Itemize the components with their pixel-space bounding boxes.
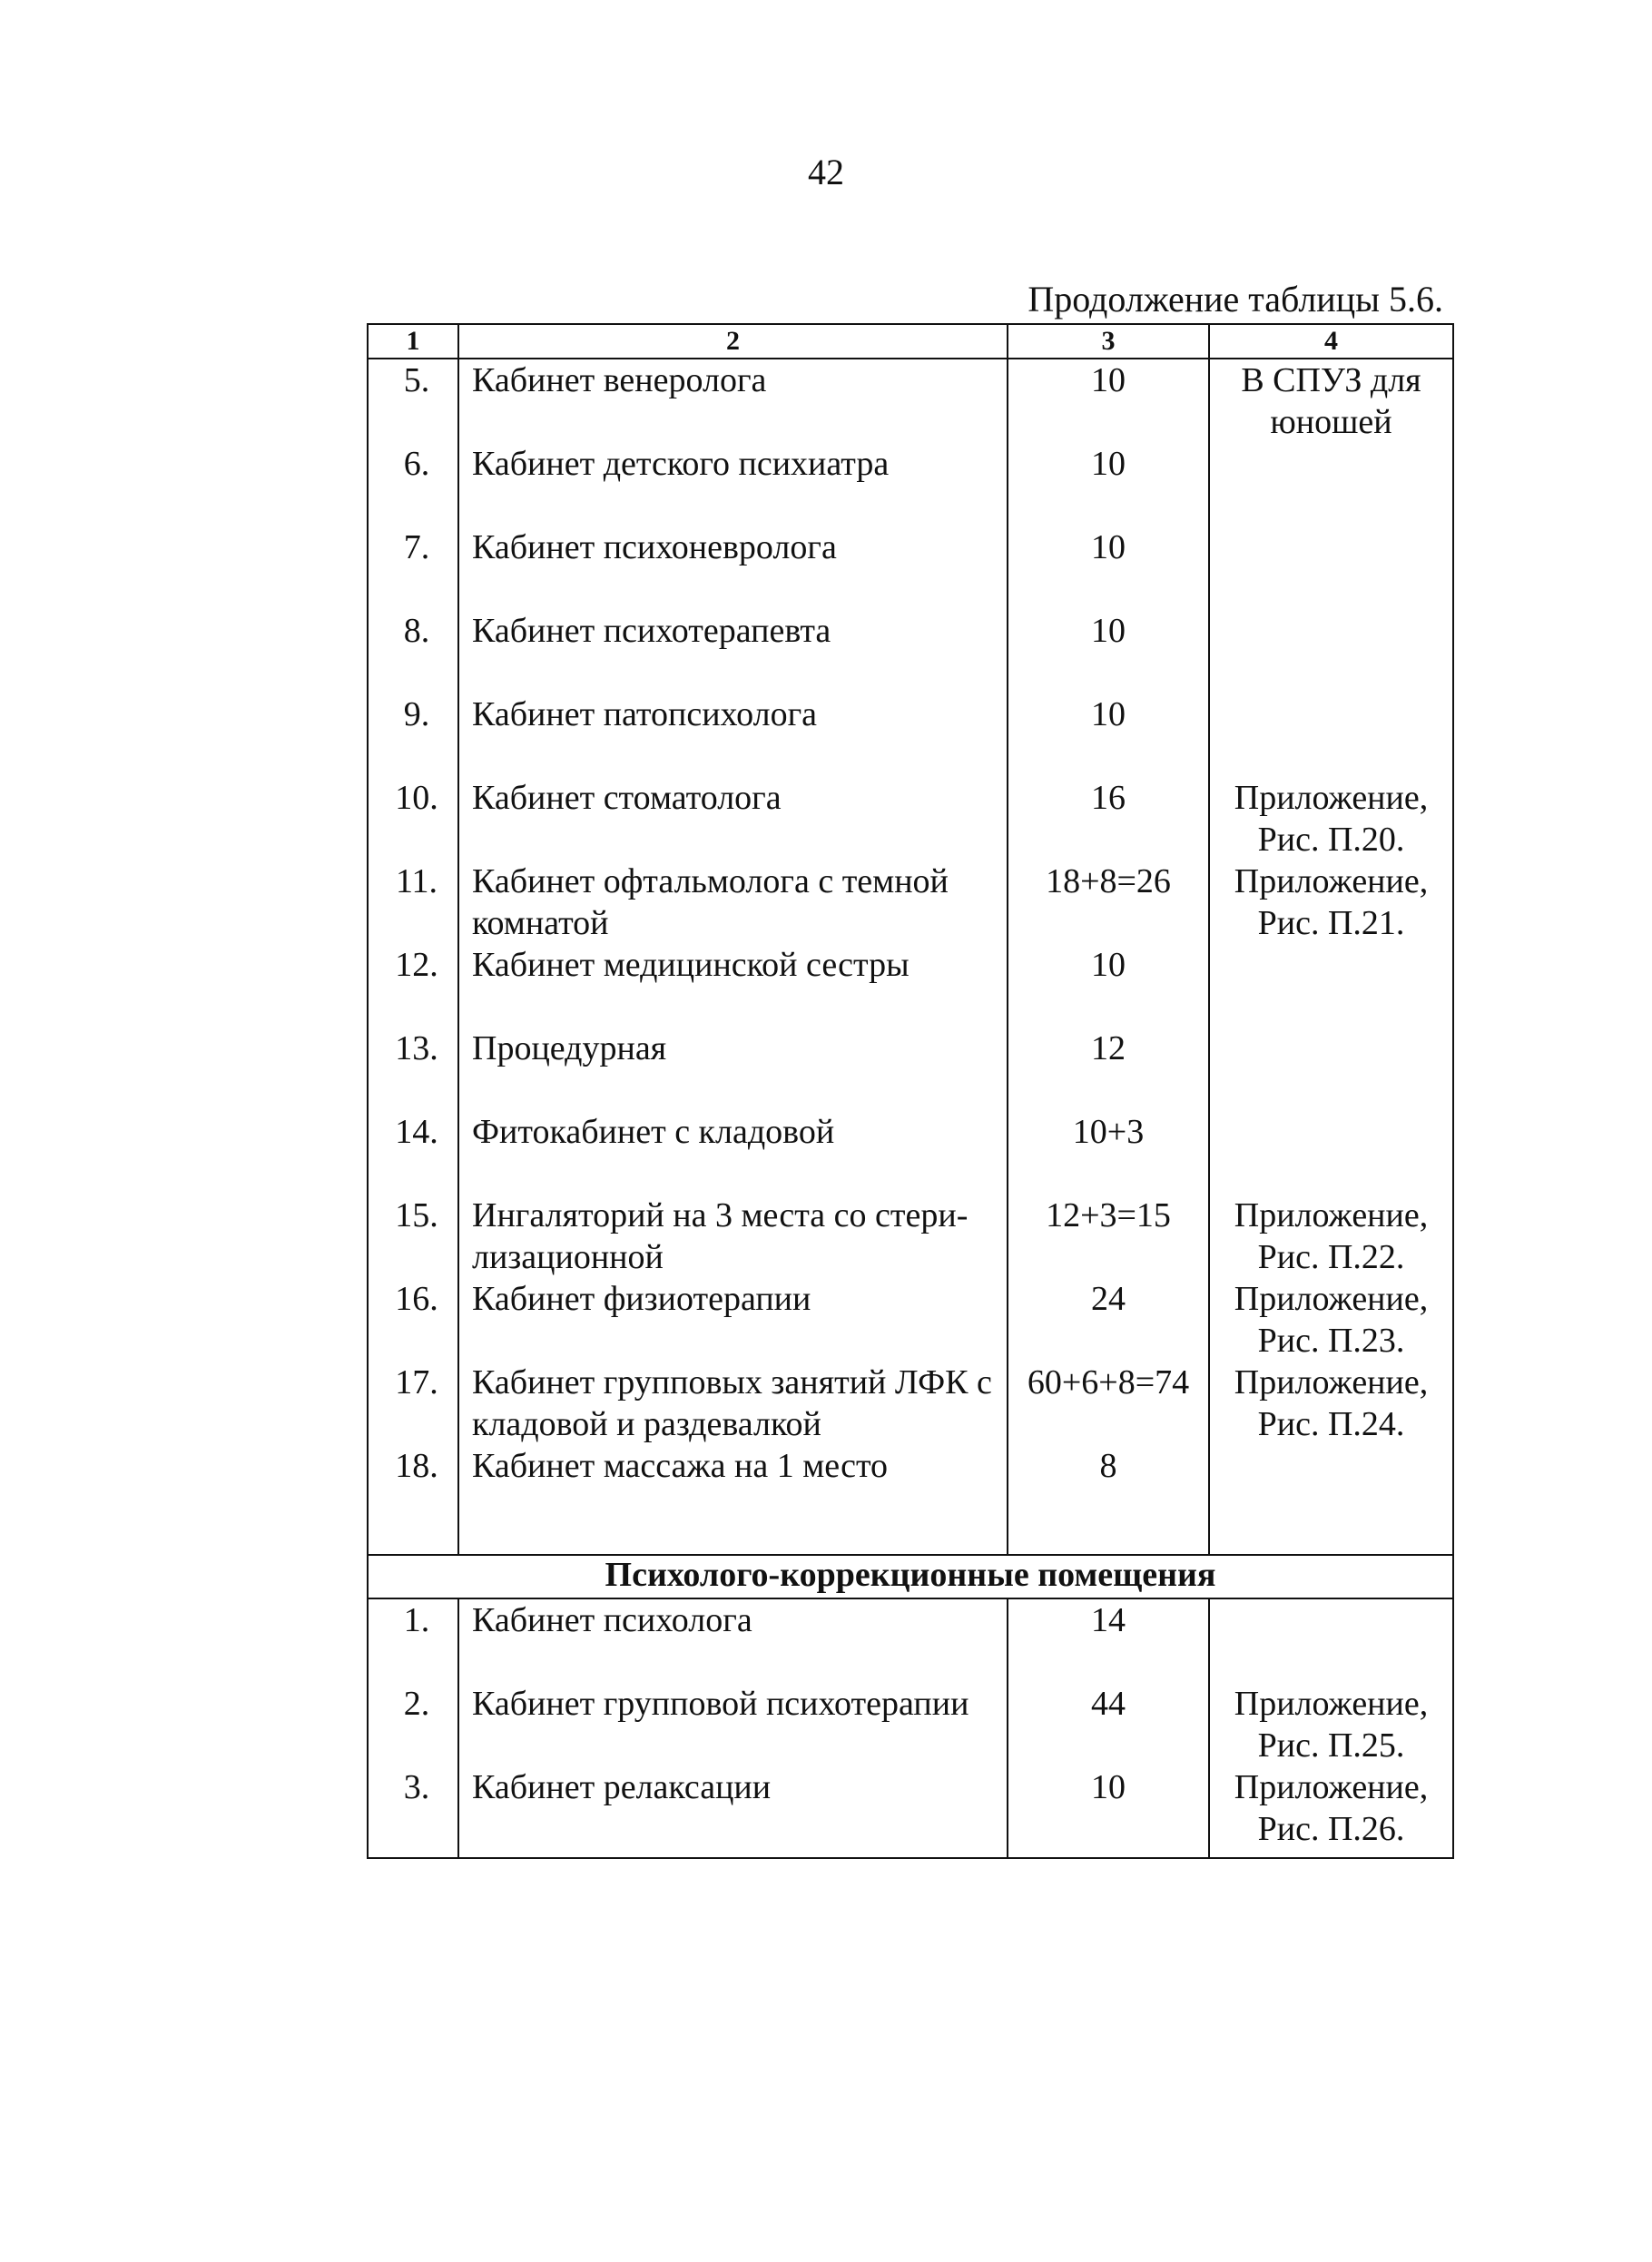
- table-row: [368, 777, 1453, 861]
- room-note: [1209, 443, 1453, 526]
- table-row: [368, 1278, 1453, 1362]
- table-row: [368, 1683, 1453, 1766]
- room-name: Кабинет групповых занятий ЛФК с кладовой и раздевалкой: [458, 1362, 1008, 1445]
- page-number: 42: [808, 152, 844, 192]
- room-name: Кабинет физиотерапии: [458, 1278, 1008, 1362]
- room-name: Фитокабинет с кладовой: [458, 1111, 1008, 1195]
- room-area: 24: [1008, 1278, 1209, 1362]
- room-area: 10: [1008, 944, 1209, 1028]
- room-note: [1209, 1445, 1453, 1555]
- row-number: 13.: [368, 1028, 458, 1111]
- header-col-3: 3: [1008, 324, 1209, 359]
- table-row: [368, 359, 1453, 443]
- room-area: 18+8=26: [1008, 861, 1209, 944]
- room-area: 8: [1008, 1445, 1209, 1555]
- room-area: 10+3: [1008, 1111, 1209, 1195]
- table-row: [368, 693, 1453, 777]
- header-col-1: 1: [368, 324, 458, 359]
- table-row: [368, 610, 1453, 693]
- table-header-row: [368, 324, 1453, 359]
- room-note: Приложение, Рис. П.20.: [1209, 777, 1453, 861]
- room-name: Кабинет патопсихолога: [458, 693, 1008, 777]
- row-number: 17.: [368, 1362, 458, 1445]
- row-number: 11.: [368, 861, 458, 944]
- room-name: Кабинет детского психиатра: [458, 443, 1008, 526]
- room-note: Приложение, Рис. П.26.: [1209, 1766, 1453, 1858]
- room-area: 12+3=15: [1008, 1195, 1209, 1278]
- table-row: [368, 1195, 1453, 1278]
- row-number: 8.: [368, 610, 458, 693]
- table-row: [368, 1445, 1453, 1555]
- room-note: [1209, 526, 1453, 610]
- room-area: 60+6+8=74: [1008, 1362, 1209, 1445]
- table-row: [368, 1111, 1453, 1195]
- room-note: В СПУЗ для юношей: [1209, 359, 1453, 443]
- room-area: 14: [1008, 1598, 1209, 1683]
- table-row: [368, 1362, 1453, 1445]
- row-number: 15.: [368, 1195, 458, 1278]
- room-name: Кабинет стоматолога: [458, 777, 1008, 861]
- room-name: Кабинет офтальмолога с темной комнатой: [458, 861, 1008, 944]
- room-note: Приложение, Рис. П.25.: [1209, 1683, 1453, 1766]
- rooms-table-wrapper: [367, 323, 1452, 1859]
- room-note: [1209, 1028, 1453, 1111]
- room-name: Кабинет массажа на 1 место: [458, 1445, 1008, 1555]
- room-note: Приложение, Рис. П.23.: [1209, 1278, 1453, 1362]
- room-note: [1209, 693, 1453, 777]
- table-row: [368, 861, 1453, 944]
- row-number: 10.: [368, 777, 458, 861]
- room-note: Приложение, Рис. П.22.: [1209, 1195, 1453, 1278]
- row-number: 12.: [368, 944, 458, 1028]
- room-name: Кабинет психолога: [458, 1598, 1008, 1683]
- room-note: Приложение, Рис. П.24.: [1209, 1362, 1453, 1445]
- row-number: 6.: [368, 443, 458, 526]
- table-row: [368, 526, 1453, 610]
- room-note: [1209, 944, 1453, 1028]
- header-col-2: 2: [458, 324, 1008, 359]
- row-number: 1.: [368, 1598, 458, 1683]
- room-name: Ингаляторий на 3 места со стери-лизационной: [458, 1195, 1008, 1278]
- room-name: Кабинет релаксации: [458, 1766, 1008, 1858]
- room-area: 10: [1008, 443, 1209, 526]
- table-row: [368, 1766, 1453, 1858]
- row-number: 2.: [368, 1683, 458, 1766]
- table-row: [368, 443, 1453, 526]
- room-area: 10: [1008, 359, 1209, 443]
- row-number: 5.: [368, 359, 458, 443]
- room-area: 44: [1008, 1683, 1209, 1766]
- room-area: 10: [1008, 610, 1209, 693]
- room-name: Кабинет психоневролога: [458, 526, 1008, 610]
- section-title: Психолого-коррекционные помещения: [368, 1555, 1453, 1598]
- room-name: Кабинет медицинской сестры: [458, 944, 1008, 1028]
- room-name: Кабинет групповой психотерапии: [458, 1683, 1008, 1766]
- room-note: [1209, 610, 1453, 693]
- row-number: 7.: [368, 526, 458, 610]
- room-name: Процедурная: [458, 1028, 1008, 1111]
- room-note: [1209, 1598, 1453, 1683]
- room-name: Кабинет венеролога: [458, 359, 1008, 443]
- table-caption: Продолжение таблицы 5.6.: [1028, 279, 1443, 320]
- room-name: Кабинет психотерапевта: [458, 610, 1008, 693]
- room-note: [1209, 1111, 1453, 1195]
- room-area: 10: [1008, 693, 1209, 777]
- rooms-table: [367, 323, 1454, 1859]
- table-row: [368, 1598, 1453, 1683]
- row-number: 16.: [368, 1278, 458, 1362]
- room-area: 10: [1008, 526, 1209, 610]
- header-col-4: 4: [1209, 324, 1453, 359]
- row-number: 18.: [368, 1445, 458, 1555]
- row-number: 14.: [368, 1111, 458, 1195]
- row-number: 3.: [368, 1766, 458, 1858]
- room-area: 10: [1008, 1766, 1209, 1858]
- table-row: [368, 944, 1453, 1028]
- table-row: [368, 1028, 1453, 1111]
- row-number: 9.: [368, 693, 458, 777]
- room-note: Приложение, Рис. П.21.: [1209, 861, 1453, 944]
- room-area: 12: [1008, 1028, 1209, 1111]
- section-row: [368, 1555, 1453, 1598]
- room-area: 16: [1008, 777, 1209, 861]
